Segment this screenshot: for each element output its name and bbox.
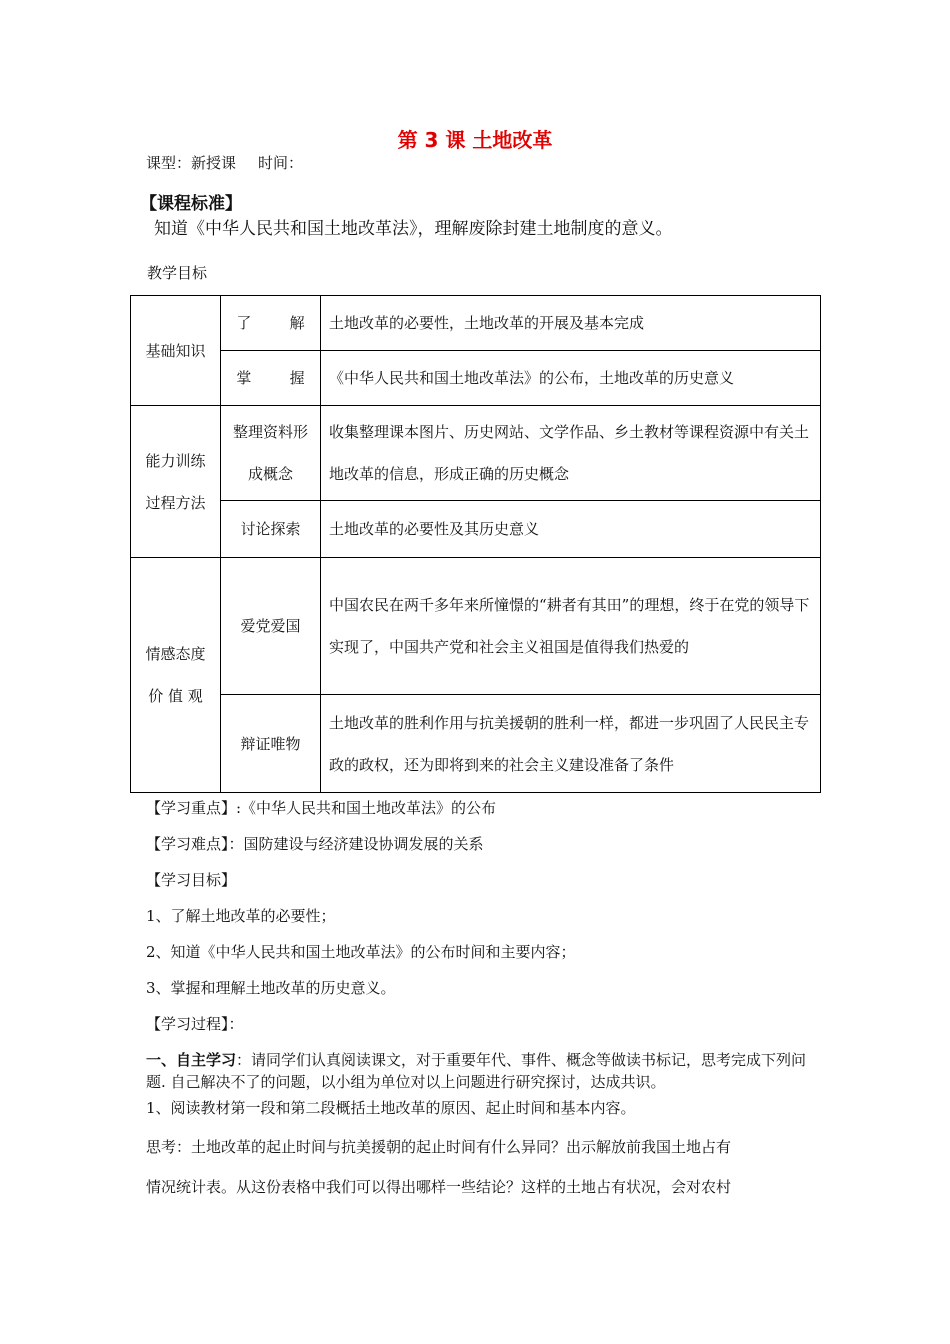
self-study-text: ：请同学们认真阅读课文，对于重要年代、事件、概念等做读书标记，思考完成下列问题. 自己解决不了的问题，以小组为单位对以上问题进行研究探讨，达成共识。 (146, 1051, 807, 1091)
course-standard-heading: 【课程标准】 (140, 194, 242, 214)
process-heading: 【学习过程】： (146, 1015, 244, 1033)
table-row (131, 406, 821, 501)
subcategory-line: 整理资料形 (232, 423, 308, 441)
objective-item: 3、掌握和理解土地改革的历史意义。 (146, 979, 396, 997)
description-cell: 《中华人民共和国土地改革法》的公布，土地改革的历史意义 (321, 351, 821, 406)
self-study-item: 1、阅读教材第一段和第二段概括土地改革的原因、起止时间和基本内容。 (146, 1099, 636, 1117)
teaching-goals-heading: 教学目标 (147, 264, 208, 282)
lesson-time: 时间： (258, 154, 304, 172)
self-study-paragraph (146, 1049, 816, 1093)
table-row (131, 501, 821, 558)
description-cell: 土地改革的必要性及其历史意义 (321, 501, 821, 558)
description-cell: 土地改革的必要性，土地改革的开展及基本完成 (321, 296, 821, 351)
subcategory-cell: 了 解 (221, 296, 321, 351)
objective-item: 1、了解土地改革的必要性； (146, 907, 336, 925)
objectives-heading: 【学习目标】 (146, 871, 237, 889)
course-standard-text: 知道《中华人民共和国土地改革法》，理解废除封建土地制度的意义。 (154, 219, 673, 239)
thinking-line: 思考：土地改革的起止时间与抗美援朝的起止时间有什么异同？出示解放前我国土地占有 (146, 1138, 732, 1156)
subcategory-cell: 讨论探索 (221, 501, 321, 558)
category-line: 价 值 观 (148, 687, 203, 705)
objective-item: 2、知道《中华人民共和国土地改革法》的公布时间和主要内容； (146, 943, 576, 961)
subcategory-cell: 辩证唯物 (221, 695, 321, 793)
subcategory-cell: 爱党爱国 (221, 558, 321, 695)
category-attitude-values (131, 558, 221, 793)
subcategory-cell: 掌 握 (221, 351, 321, 406)
self-study-label: 一、自主学习 (146, 1051, 237, 1069)
lesson-type: 课型：新授课 (146, 154, 237, 172)
description-cell: 中国农民在两千多年来所憧憬的“耕者有其田”的理想，终于在党的领导下实现了，中国共产党和社会主义祖国是值得我们热爱的 (321, 558, 821, 695)
table-row (131, 296, 821, 351)
description-cell: 土地改革的胜利作用与抗美援朝的胜利一样，都进一步巩固了人民民主专政的政权，还为即将到来的社会主义建设准备了条件 (321, 695, 821, 793)
lesson-title: 第 3 课 土地改革 (397, 128, 553, 152)
difficulty: 【学习难点】：国防建设与经济建设协调发展的关系 (146, 835, 484, 853)
category-line: 能力训练 (145, 451, 206, 470)
category-basic-knowledge: 基础知识 (131, 296, 221, 406)
key-point: 【学习重点】:《中华人民共和国土地改革法》的公布 (146, 799, 497, 817)
description-cell: 收集整理课本图片、历史网站、文学作品、乡土教材等课程资源中有关土地改革的信息，形成正确的历史概念 (321, 406, 821, 501)
teaching-goals-table (130, 295, 821, 793)
category-line: 过程方法 (145, 493, 206, 512)
table-row (131, 351, 821, 406)
lesson-meta (146, 152, 303, 173)
category-ability-process (131, 406, 221, 558)
thinking-line: 情况统计表。从这份表格中我们可以得出哪样一些结论？这样的土地占有状况，会对农村 (146, 1178, 732, 1196)
subcategory-line: 成概念 (247, 465, 293, 483)
subcategory-cell (221, 406, 321, 501)
table-row (131, 695, 821, 793)
table-row (131, 558, 821, 695)
category-line: 情感态度 (145, 645, 206, 663)
